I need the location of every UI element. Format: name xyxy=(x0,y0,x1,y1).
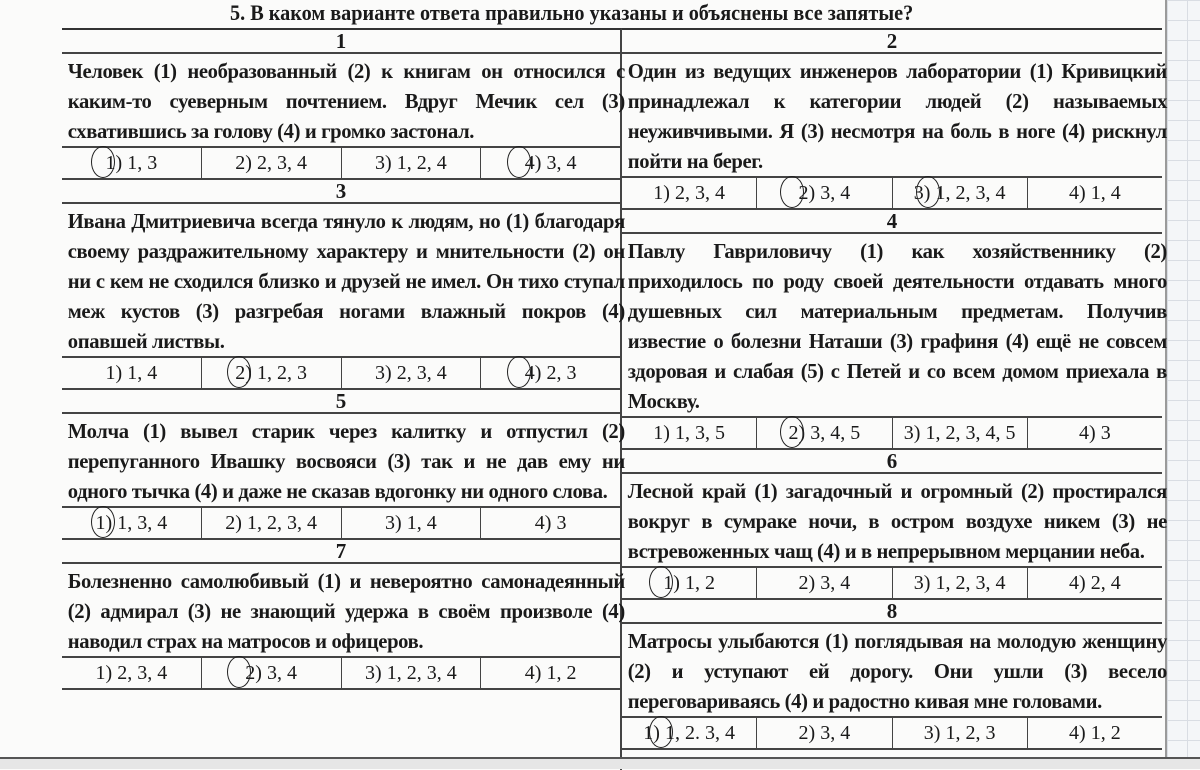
answer-option[interactable] xyxy=(62,148,202,178)
exercise-block xyxy=(62,179,625,390)
exercise-number: 8 xyxy=(622,600,1162,624)
answer-option[interactable] xyxy=(202,148,342,178)
question-title: 5. В каком варианте ответа правильно указаны и объяснены все запятые? xyxy=(230,0,914,25)
right-column xyxy=(622,28,1167,770)
answer-option[interactable] xyxy=(342,658,482,688)
answer-option[interactable] xyxy=(481,358,620,388)
handwritten-circle-mark xyxy=(507,146,531,178)
answer-option-label: 1) 2, 3, 4 xyxy=(95,661,168,684)
answer-option-label: 3) 1, 2, 3 xyxy=(923,721,996,744)
exercise-block xyxy=(62,389,625,540)
answer-option[interactable] xyxy=(757,418,892,448)
answer-options-row xyxy=(622,566,1162,600)
exercise-text: Лесной край (1) загадочный и огромный (2) простирался вокруг в сумраке ночи, в остром воздухе никем (3) не встревоженных чащ (4) и в непрерывном мерцании неба. xyxy=(627,479,1167,563)
answer-option[interactable] xyxy=(1028,178,1162,208)
handwritten-circle-mark xyxy=(916,176,940,208)
exercise-text: Молча (1) вывел старик через калитку и отпустил (2) перепуганного Ивашку восвояси (3) так и не дав ему ни одного тычка (4) и даже не сказав вдогонку ни одного слова. xyxy=(67,419,625,503)
answer-option-label: 4) 3, 4 xyxy=(524,151,577,174)
exercise-number: 6 xyxy=(622,450,1162,474)
handwritten-circle-mark xyxy=(649,566,673,598)
exercise-block xyxy=(62,539,625,690)
answer-option[interactable] xyxy=(1028,718,1162,748)
answer-option[interactable] xyxy=(893,568,1028,598)
answer-option[interactable] xyxy=(342,358,482,388)
answer-option[interactable] xyxy=(202,508,342,538)
answer-option-label: 3) 1, 2, 3, 4 xyxy=(913,571,1006,594)
answer-option[interactable] xyxy=(622,568,757,598)
exercise-text: Один из ведущих инженеров лаборатории (1) Кривицкий принадлежал к категории людей (2) называемых неуживчивыми. Я (3) несмотря на боль в ноге (4) рискнул пойти на берег. xyxy=(627,59,1167,173)
answer-options-row xyxy=(62,656,620,690)
exercise-text: Ивана Дмитриевича всегда тянуло к людям, но (1) благодаря своему раздражительному характеру и мнительности (2) он ни с кем не сходился близко и друзей не имел. Он тихо ступал меж кустов (3) разгребая ногами влажный покров (4) опавшей листвы. xyxy=(67,209,625,353)
bottom-edge xyxy=(0,757,1200,769)
answer-option-label: 4) 1, 2 xyxy=(524,661,577,684)
answer-option[interactable] xyxy=(342,508,482,538)
exercise-text: Болезненно самолюбивый (1) и невероятно самонадеянный (2) адмирал (3) не знающий удержа в своём произволе (4) наводил страх на матросов и офицеров. xyxy=(67,569,625,653)
answer-option-label: 4) 3 xyxy=(1079,421,1111,444)
answer-option-label: 3) 1, 4 xyxy=(385,511,437,534)
answer-options-row xyxy=(62,356,620,390)
exercise-text: Павлу Гавриловичу (1) как хозяйственнику (2) приходилось по роду своей деятельности отдавать много душевных сил материальным предметам. Получив известие о болезни Наташи (3) графиня (4) ещё не совсем здоровая и слабая (5) с Петей и со всем домом приехала в Москву. xyxy=(627,239,1167,413)
answer-option[interactable] xyxy=(481,148,620,178)
answer-options-row xyxy=(622,416,1162,450)
answer-option-label: 3) 2, 3, 4 xyxy=(375,361,447,384)
answer-option[interactable] xyxy=(622,418,757,448)
exercise-block xyxy=(622,209,1167,450)
answer-option[interactable] xyxy=(202,358,342,388)
answer-option[interactable] xyxy=(62,358,202,388)
answer-option-label: 4) 1, 2 xyxy=(1069,721,1121,744)
exercise-block xyxy=(62,29,625,180)
answer-option-label: 2) 3, 4 xyxy=(245,661,297,684)
exercise-number: 7 xyxy=(62,540,620,564)
exercise-block xyxy=(622,599,1167,750)
answer-option[interactable] xyxy=(342,148,482,178)
answer-option[interactable] xyxy=(757,718,892,748)
answer-option[interactable] xyxy=(893,178,1028,208)
answer-option-label: 2) 3, 4 xyxy=(798,181,851,204)
handwritten-circle-mark xyxy=(649,716,673,748)
answer-option[interactable] xyxy=(1028,568,1162,598)
handwritten-circle-mark xyxy=(507,356,531,388)
answer-option-label: 2) 3, 4, 5 xyxy=(788,421,861,444)
answer-option-label: 3) 1, 2, 3, 4 xyxy=(913,181,1006,204)
answer-options-row xyxy=(622,716,1162,750)
exercise-text: Матросы улыбаются (1) поглядывая на молодую женщину (2) и уступают ей дорогу. Они ушли (3) весело переговариваясь (4) и радостно кивая мне головами. xyxy=(627,629,1167,713)
answer-option-label: 1) 1, 3, 5 xyxy=(653,421,725,444)
exercise-number: 3 xyxy=(62,180,620,204)
answer-option[interactable] xyxy=(1028,418,1162,448)
answer-option-label: 4) 3 xyxy=(534,511,567,534)
answer-option[interactable] xyxy=(757,178,892,208)
answer-option-label: 4) 2, 4 xyxy=(1069,571,1121,594)
exercise-block xyxy=(622,29,1167,210)
answer-option[interactable] xyxy=(622,718,757,748)
exercise-text: Человек (1) необразованный (2) к книгам он относился с каким-то суеверным почтением. Вдруг Мечик сел (3) схватившись за голову (4) и громко застонал. xyxy=(67,59,625,143)
exercise-number: 2 xyxy=(622,30,1162,54)
exercise-block xyxy=(622,449,1167,600)
handwritten-circle-mark xyxy=(227,656,251,688)
exercise-number: 4 xyxy=(622,210,1162,234)
answer-option-label: 1) 2, 3, 4 xyxy=(653,181,725,204)
answer-options-row xyxy=(62,506,620,540)
answer-option-label: 3) 1, 2, 4 xyxy=(375,151,447,174)
answer-option-label: 2) 1, 2, 3, 4 xyxy=(225,511,317,534)
answer-option-label: 1) 1, 2. 3, 4 xyxy=(643,721,735,744)
answer-options-row xyxy=(622,176,1162,210)
answer-option[interactable] xyxy=(202,658,342,688)
answer-option-label: 1) 1, 3, 4 xyxy=(95,511,168,534)
answer-option[interactable] xyxy=(622,178,757,208)
answer-option[interactable] xyxy=(481,508,620,538)
answer-option-label: 1) 1, 4 xyxy=(105,361,158,384)
answer-option-label: 2) 3, 4 xyxy=(798,721,851,744)
left-column xyxy=(62,28,625,770)
answer-option[interactable] xyxy=(757,568,892,598)
answer-option[interactable] xyxy=(893,718,1028,748)
answer-option-label: 3) 1, 2, 3, 4 xyxy=(365,661,457,684)
answer-option-label: 4) 2, 3 xyxy=(524,361,577,384)
handwritten-circle-mark xyxy=(227,356,251,388)
answer-option[interactable] xyxy=(481,658,620,688)
answer-option-label: 3) 1, 2, 3, 4, 5 xyxy=(903,421,1016,444)
answer-option[interactable] xyxy=(893,418,1028,448)
answer-option[interactable] xyxy=(62,658,202,688)
answer-option-label: 4) 1, 4 xyxy=(1069,181,1121,204)
exercise-number: 5 xyxy=(62,390,620,414)
answer-options-row xyxy=(62,146,620,180)
answer-option-label: 2) 1, 2, 3 xyxy=(235,361,307,384)
answer-option-label: 2) 3, 4 xyxy=(798,571,851,594)
answer-option[interactable] xyxy=(62,508,202,538)
answer-option-label: 1) 1, 2 xyxy=(663,571,715,594)
answer-option-label: 2) 2, 3, 4 xyxy=(235,151,307,174)
answer-option-label: 1) 1, 3 xyxy=(105,151,158,174)
exercise-number: 1 xyxy=(62,30,620,54)
